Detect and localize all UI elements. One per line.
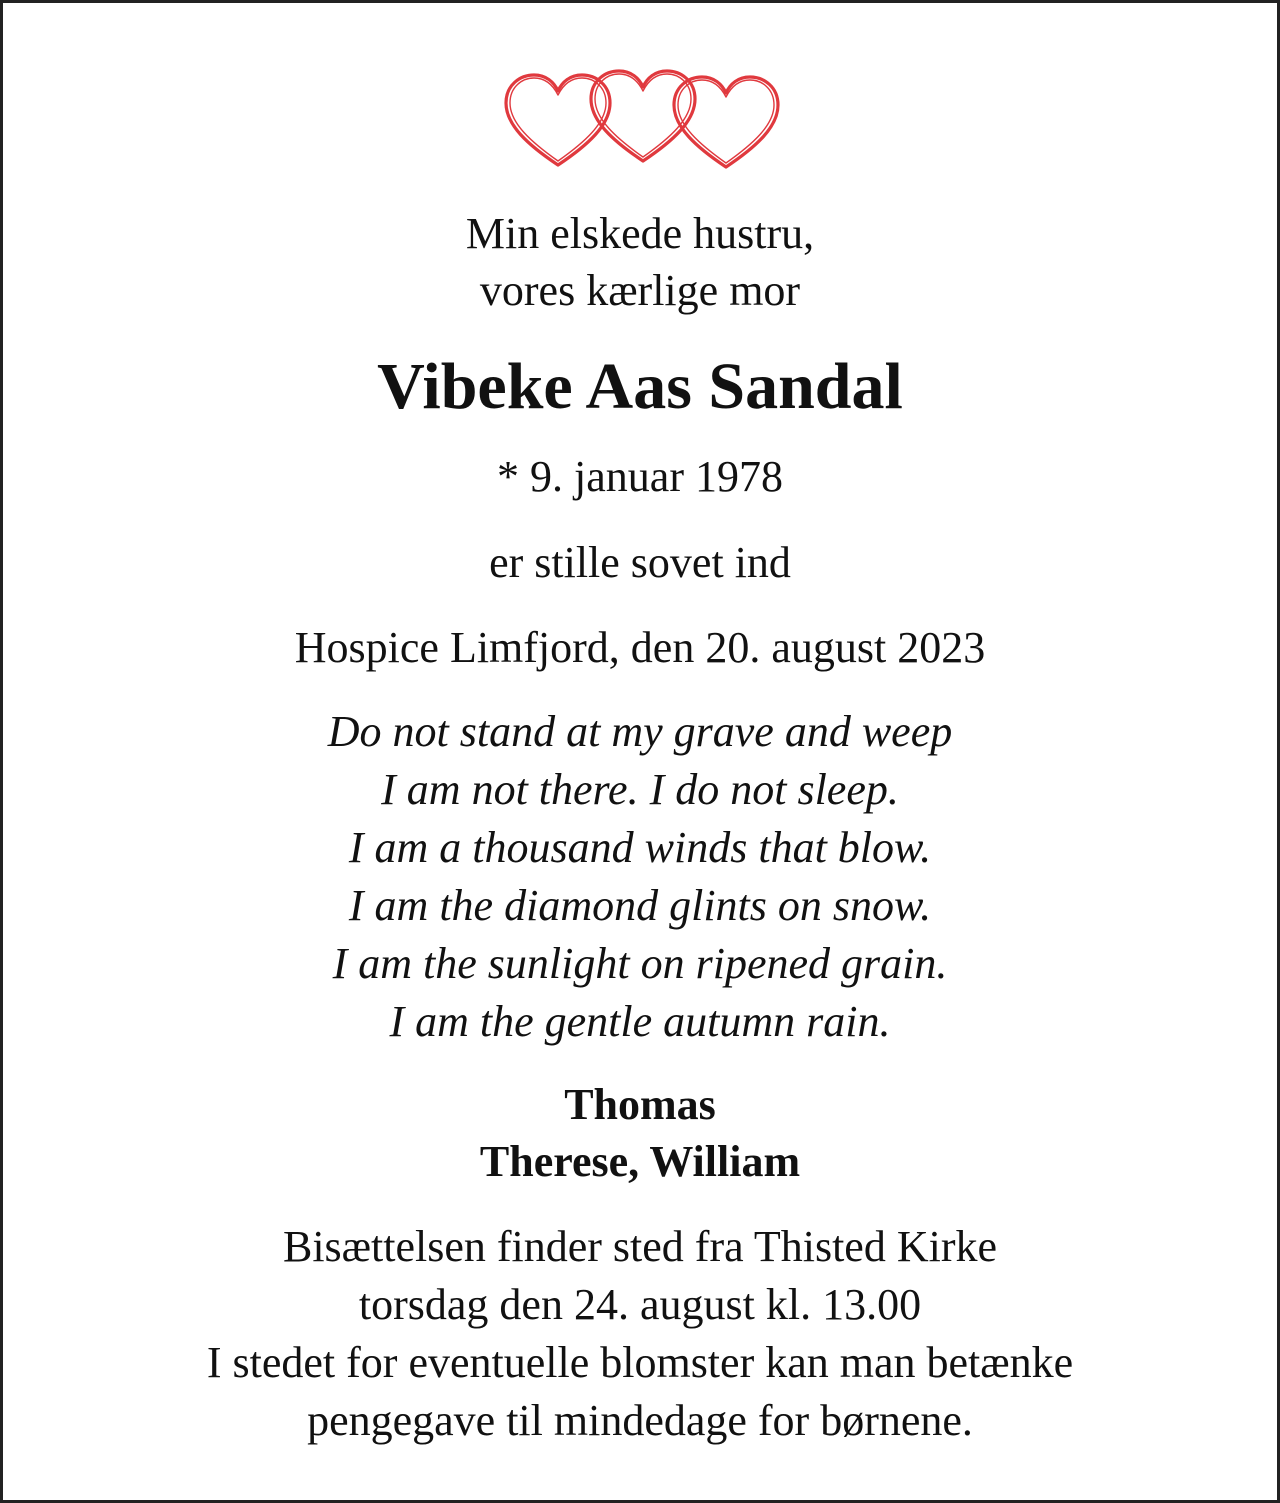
family-line-1: Thomas xyxy=(564,1080,716,1129)
passed-text: er stille sovet ind xyxy=(489,538,791,587)
poem-line: I am the diamond glints on snow. xyxy=(348,881,932,930)
intro-line-2: vores kærlige mor xyxy=(479,266,801,315)
poem-line: I am the gentle autumn rain. xyxy=(389,997,891,1046)
place-and-date: Hospice Limfjord, den 20. august 2023 xyxy=(294,623,986,672)
intro-line-1: Min elskede hustru, xyxy=(465,209,815,258)
poem-line: Do not stand at my grave and weep xyxy=(327,707,953,756)
birth-date: * 9. januar 1978 xyxy=(497,452,783,501)
funeral-info-line: torsdag den 24. august kl. 13.00 xyxy=(358,1280,922,1329)
poem-line: I am the sunlight on ripened grain. xyxy=(332,939,948,988)
poem-line: I am not there. I do not sleep. xyxy=(381,765,899,814)
deceased-name: Vibeke Aas Sandal xyxy=(377,350,903,423)
funeral-info-line: pengegave til mindedage for børnene. xyxy=(307,1396,973,1445)
family-line-2: Therese, William xyxy=(479,1137,801,1186)
funeral-info-line: I stedet for eventuelle blomster kan man betænke xyxy=(206,1338,1074,1387)
three-hearts-icon xyxy=(498,65,788,175)
funeral-info-line: Bisættelsen finder sted fra Thisted Kirke xyxy=(282,1222,998,1271)
poem-line: I am a thousand winds that blow. xyxy=(348,823,932,872)
